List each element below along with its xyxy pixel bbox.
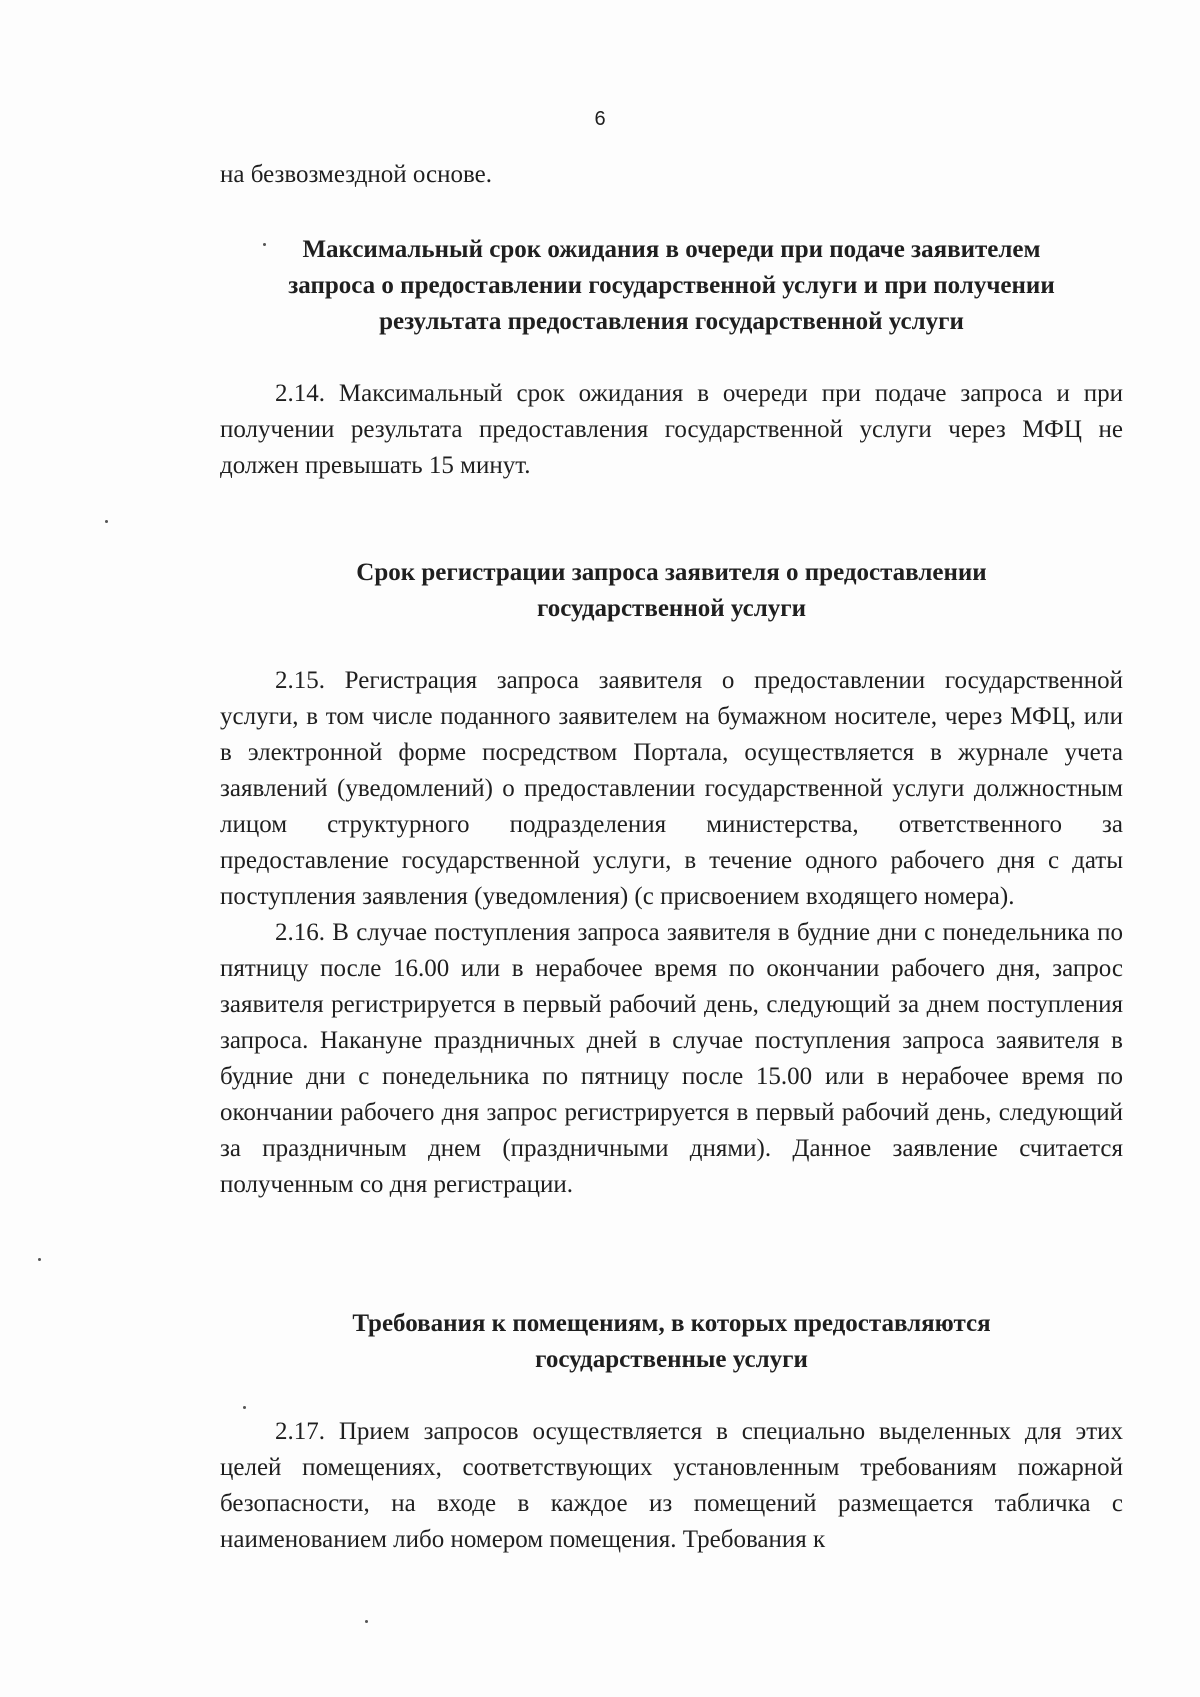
lead-paragraph: на безвозмездной основе. bbox=[220, 161, 493, 188]
scan-speck bbox=[38, 1258, 41, 1261]
scan-speck bbox=[365, 1620, 368, 1623]
heading-line: результата предоставления государственной услуги bbox=[379, 308, 964, 335]
scan-speck bbox=[243, 1406, 246, 1409]
scan-speck bbox=[263, 243, 266, 246]
paragraph-2-17: 2.17. Прием запросов осуществляется в специально выделенных для этих целей помещениях, соответствующих установленным требованиям пожарной безопасности, на входе в каждое из помещений размещается табличка с наименованием либо номером помещения. Требования к bbox=[220, 1418, 1123, 1553]
paragraph-2-16: 2.16. В случае поступления запроса заявителя в будние дни с понедельника по пятницу после 16.00 или в нерабочее время по окончании рабочего дня, запрос заявителя регистрируется в первый рабочий день, следующий за днем поступления запроса. Накануне праздничных дней в случае поступления запроса заявителя в будние дни с понедельника по пятницу после 15.00 или в нерабочее время по окончании рабочего дня запрос регистрируется в первый рабочий день, следующий за праздничным днем (праздничными днями). Данное заявление считается полученным со дня регистрации. bbox=[220, 919, 1123, 1198]
heading-line: запроса о предоставлении государственной услуги и при получении bbox=[288, 272, 1055, 299]
heading-line: Срок регистрации запроса заявителя о предоставлении bbox=[356, 559, 987, 586]
paragraph-2-15: 2.15. Регистрация запроса заявителя о предоставлении государственной услуги, в том числе поданного заявителем на бумажном носителе, через МФЦ, или в электронной форме посредством Портала, осуществляется в журнале учета заявлений (уведомлений) о предоставлении государственной услуги должностным лицом структурного подразделения министерства, ответственного за предоставление государственной услуги, в течение одного рабочего дня с даты поступления заявления (уведомления) (с присвоением входящего номера). bbox=[220, 667, 1123, 910]
section-body-premises-requirements bbox=[220, 1414, 1123, 1558]
paragraph-2-14: 2.14. Максимальный срок ожидания в очереди при подаче запроса и при получении результата предоставления государственной услуги через МФЦ не должен превышать 15 минут. bbox=[220, 380, 1123, 479]
heading-line: государственной услуги bbox=[536, 595, 807, 622]
section-body-waiting-time bbox=[220, 376, 1123, 484]
page-number: 6 bbox=[594, 108, 606, 130]
scan-speck bbox=[105, 520, 108, 523]
heading-line: государственные услуги bbox=[535, 1346, 808, 1373]
section-heading-waiting-time bbox=[220, 232, 1123, 340]
section-heading-premises-requirements bbox=[220, 1306, 1123, 1378]
section-body-registration-term bbox=[220, 663, 1123, 1203]
lead-text bbox=[220, 157, 1123, 193]
section-heading-registration-term bbox=[220, 555, 1123, 627]
heading-line: Требования к помещениям, в которых предоставляются bbox=[352, 1310, 991, 1337]
heading-line: Максимальный срок ожидания в очереди при подаче заявителем bbox=[302, 236, 1041, 263]
